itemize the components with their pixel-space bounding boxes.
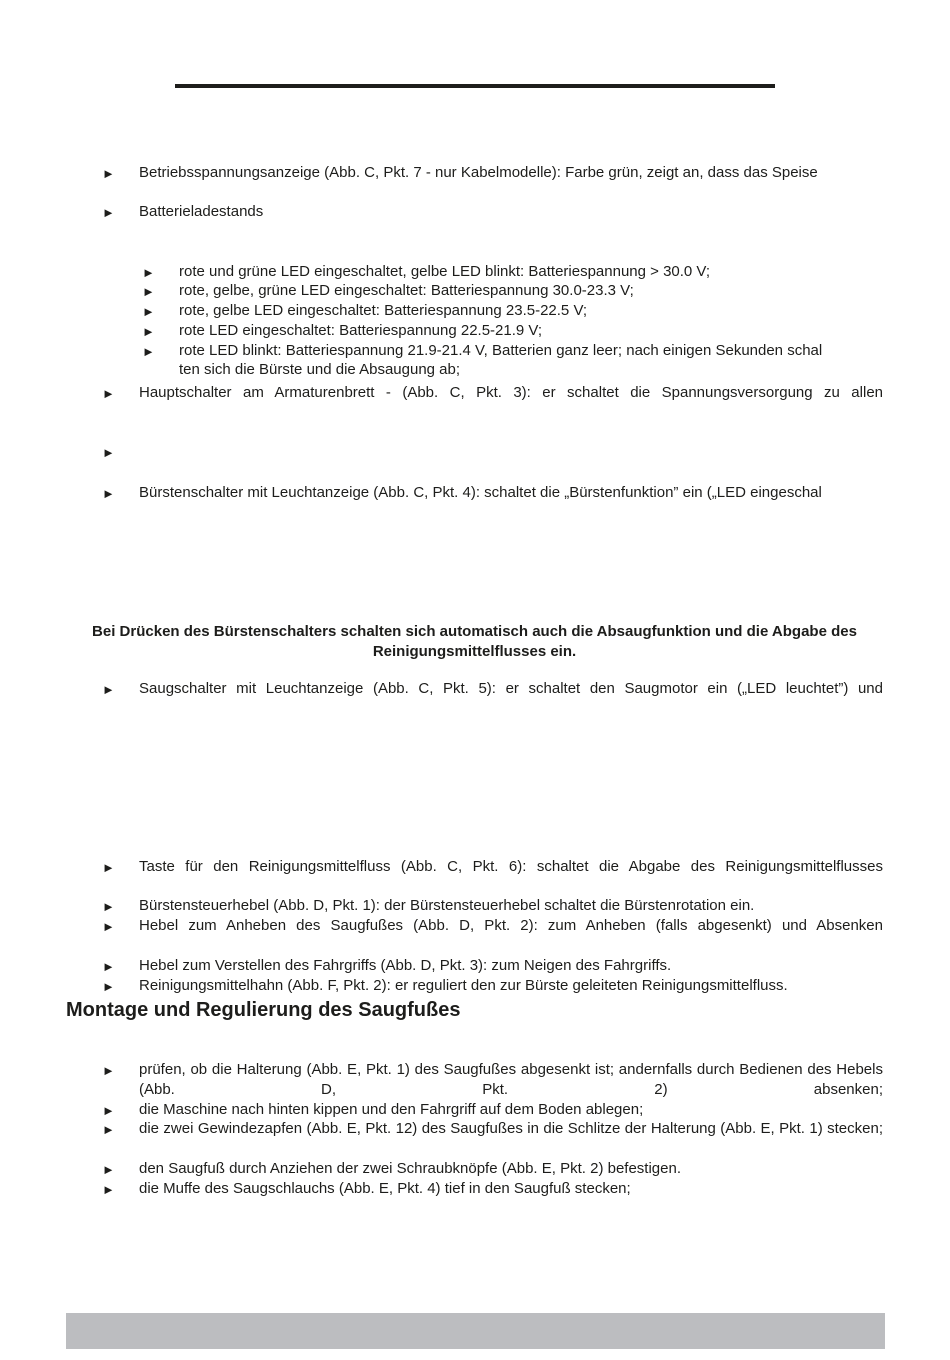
bullet-icon: ► [142,344,155,359]
step-tighten-knobs: den Saugfuß durch Anziehen der zwei Schraubknöpfe (Abb. E, Pkt. 2) befestigen. [139,1160,681,1177]
bullet-icon: ► [102,1103,115,1118]
brush-switch-note: Bei Drücken des Bürstenschalters schalten sich automatisch auch die Absaugfunktion und die Abgabe des Reinigungsmittelflusses ein. [92,623,857,660]
bullet-icon: ► [102,1063,115,1078]
bullet-icon: ► [102,205,115,220]
bullet-icon: ► [102,1122,115,1137]
footer-bar [66,1313,885,1349]
item-handle-lever: Hebel zum Verstellen des Fahrgriffs (Abb. D, Pkt. 3): zum Neigen des Fahrgriffs. [139,957,672,974]
section-heading: Montage und Regulierung des Saugfußes [66,999,461,1021]
item-brush-lever: Bürstensteuerhebel (Abb. D, Pkt. 1): der Bürstensteuerhebel schaltet die Bürstenrotation ein. [139,897,755,914]
item-detergent-tap: Reinigungsmittelhahn (Abb. F, Pkt. 2): er reguliert den zur Bürste geleiteten Reinigungsmittelfluss. [139,977,788,994]
step-insert-studs: die zwei Gewindezapfen (Abb. E, Pkt. 12) des Saugfußes in die Schlitze der Halterung (Abb. E, Pkt. 1) stecken; [139,1120,883,1137]
step-insert-hose: die Muffe des Saugschlauchs (Abb. E, Pkt. 4) tief in den Saugfuß stecken; [139,1180,631,1197]
bullet-icon: ► [102,486,115,501]
bullet-icon: ► [102,959,115,974]
subitem-led-state: rote, gelbe, grüne LED eingeschaltet: Batteriespannung 30.0-23.3 V; [179,282,634,299]
bullet-icon: ► [142,304,155,319]
item-operating-voltage: Betriebsspannungsanzeige (Abb. C, Pkt. 7 - nur Kabelmodelle): Farbe grün, zeigt an, dass das Speise [139,164,818,181]
step-tilt-machine: die Maschine nach hinten kippen und den Fahrgriff auf dem Boden ablegen; [139,1101,644,1118]
item-battery-level: Batterieladestands [139,203,264,220]
step-check-holder: prüfen, ob die Halterung (Abb. E, Pkt. 1) des Saugfußes abgesenkt ist; andernfalls durch Bedienen des Hebels (Abb. D, Pkt. 2) absenken; [139,1061,883,1098]
item-squeegee-lift-lever: Hebel zum Anheben des Saugfußes (Abb. D, Pkt. 2): zum Anheben (falls abgesenkt) und Absenken [139,917,883,934]
item-brush-switch: Bürstenschalter mit Leuchtanzeige (Abb. C, Pkt. 4): schaltet die „Bürstenfunktion” ein („LED eingeschal [139,484,822,501]
subitem-led-state: rote LED blinkt: Batteriespannung 21.9-21.4 V, Batterien ganz leer; nach einigen Sekunden schal [179,342,823,359]
bullet-icon: ► [102,899,115,914]
bullet-icon: ► [142,324,155,339]
subitem-led-state: rote und grüne LED eingeschaltet, gelbe LED blinkt: Batteriespannung > 30.0 V; [179,263,711,280]
bullet-icon: ► [102,386,115,401]
bullet-icon: ► [102,1182,115,1197]
bullet-icon: ► [142,265,155,280]
bullet-icon: ► [102,682,115,697]
item-suction-switch: Saugschalter mit Leuchtanzeige (Abb. C, Pkt. 5): er schaltet den Saugmotor ein („LED leuchtet”) und [139,680,883,697]
bullet-icon: ► [102,860,115,875]
bullet-icon: ► [102,919,115,934]
subitem-led-state-continued: ten sich die Bürste und die Absaugung ab; [179,361,461,378]
item-detergent-button: Taste für den Reinigungsmittelfluss (Abb. C, Pkt. 6): schaltet die Abgabe des Reinigungsmittelflusses [139,858,883,875]
item-main-switch: Hauptschalter am Armaturenbrett - (Abb. C, Pkt. 3): er schaltet die Spannungsversorgung zu allen [139,384,883,401]
bullet-icon: ► [102,979,115,994]
bullet-icon: ► [102,445,115,460]
bullet-icon: ► [102,166,115,181]
bullet-icon: ► [142,284,155,299]
top-rule [175,84,775,88]
subitem-led-state: rote LED eingeschaltet: Batteriespannung 22.5-21.9 V; [179,322,543,339]
subitem-led-state: rote, gelbe LED eingeschaltet: Batteriespannung 23.5-22.5 V; [179,302,588,319]
bullet-icon: ► [102,1162,115,1177]
